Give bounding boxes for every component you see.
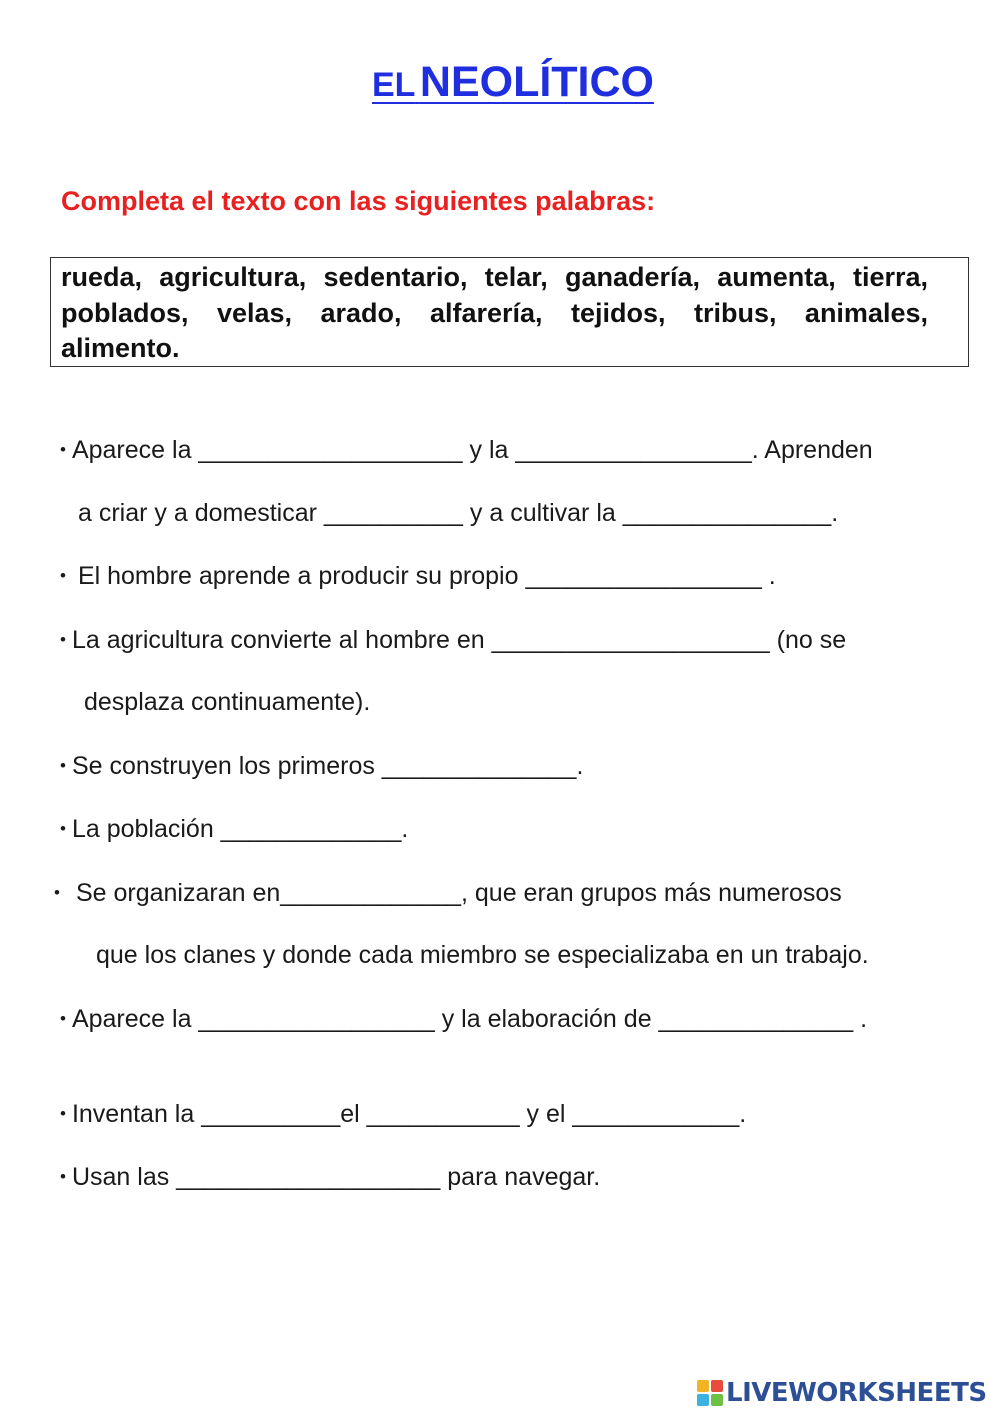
bullet-icon: •: [60, 1167, 66, 1186]
title-prefix: EL: [371, 66, 416, 104]
line-text: desplaza continuamente).: [84, 688, 371, 716]
bullet-icon: •: [60, 756, 66, 775]
exercise-line-9: [60, 1163, 600, 1192]
exercise-line-1: [60, 436, 873, 465]
bullet-icon: •: [60, 1104, 66, 1123]
exercise-line-7: [60, 1005, 867, 1034]
bullet-icon: •: [60, 440, 66, 459]
line-text: que los clanes y donde cada miembro se especializaba en un trabajo.: [96, 941, 869, 969]
line-text: Aparece la ___________________ y la _________________. Aprenden: [71, 436, 873, 464]
line-text: La agricultura convierte al hombre en ____________________ (no se: [71, 626, 847, 654]
word-bank-text: rueda, agricultura, sedentario, telar, ganadería, aumenta, tierra, poblados, velas, arado, alfarería, tejidos, tribus, animales, alimento.: [61, 262, 928, 363]
word-bank-box: [50, 257, 969, 367]
liveworksheets-logo: [697, 1376, 987, 1410]
line-text: Se organizaran en_____________, que eran grupos más numerosos: [75, 879, 842, 907]
exercise-line-4: [60, 752, 583, 781]
line-text: a criar y a domesticar __________ y a cultivar la _______________.: [78, 499, 839, 527]
line-text: Inventan la __________el ___________ y el ____________.: [71, 1100, 747, 1128]
exercise-line-5: [60, 815, 408, 844]
exercise-line-3: [60, 626, 846, 655]
exercise-line-6-cont: [96, 941, 869, 970]
line-text: Aparece la _________________ y la elaboración de ______________ .: [71, 1005, 868, 1033]
line-text: Usan las ___________________ para navegar.: [71, 1163, 601, 1191]
bullet-icon: •: [60, 630, 66, 649]
instruction-text: Completa el texto con las siguientes palabras:: [61, 186, 656, 216]
exercise-line-6: [54, 879, 842, 908]
exercise-line-1-cont: [78, 499, 838, 528]
logo-mark-icon: [697, 1380, 723, 1406]
line-text: El hombre aprende a producir su propio _________________ .: [77, 562, 776, 590]
page-title: [0, 58, 1000, 107]
exercise-line-8: [60, 1100, 746, 1129]
exercise-line-3-cont: [84, 688, 370, 717]
bullet-icon: •: [60, 566, 66, 585]
line-text: La población _____________.: [71, 815, 409, 843]
logo-square: [697, 1380, 709, 1392]
bullet-icon: •: [60, 819, 66, 838]
logo-square: [697, 1394, 709, 1406]
line-text: Se construyen los primeros ______________.: [71, 752, 584, 780]
logo-text: LIVEWORKSHEETS: [726, 1378, 987, 1408]
bullet-icon: •: [54, 883, 60, 902]
title-main: NEOLÍTICO: [419, 58, 654, 106]
bullet-icon: •: [60, 1009, 66, 1028]
logo-square: [711, 1380, 723, 1392]
logo-square: [711, 1394, 723, 1406]
exercise-line-2: [60, 562, 776, 591]
